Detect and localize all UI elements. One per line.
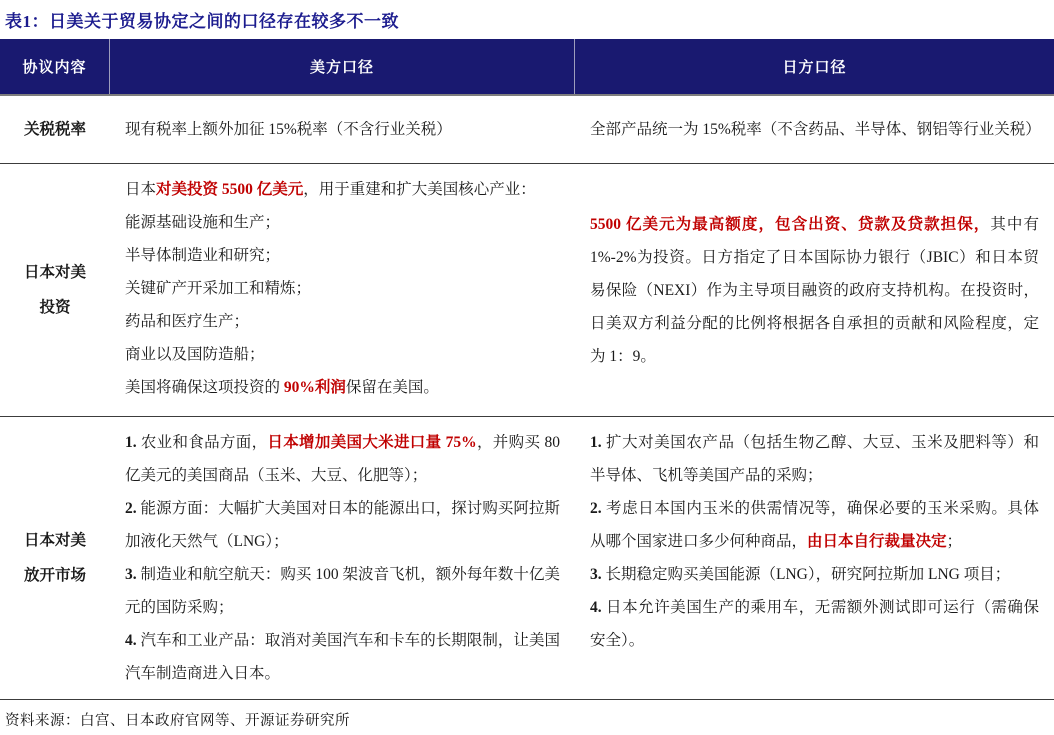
emphasis-text: 日本增加美国大米进口量 75% (267, 434, 477, 451)
cell-market-us-caliber (110, 417, 575, 699)
body-text: 能源方面：大幅扩大美国对日本的能源出口，探讨购买阿拉斯加液化天然气（LNG）； (125, 500, 560, 550)
body-text: ，并购买 80 亿美元的美国商品（玉米、大豆、化肥等）； (125, 434, 560, 484)
row-label-line: 放开市场 (23, 567, 86, 584)
table-title: 表1：日美关于贸易协定之间的口径存在较多不一致 (5, 12, 399, 31)
table-row-tariff-rate (0, 96, 1054, 164)
body-text: 汽车和工业产品：取消对美国汽车和卡车的长期限制，让美国汽车制造商进入日本。 (125, 632, 560, 682)
body-text: ，用于重建和扩大美国核心产业： (303, 181, 536, 198)
body-text: 半导体制造业和研究； (125, 247, 281, 264)
body-text: 考虑日本国内玉米的供需情况等，确保必要的玉米采购。具体从哪个国家进口多少何种商品， (590, 500, 1039, 550)
body-text: 日本允许美国生产的乘用车，无需额外测试即可运行（需确保安全）。 (590, 599, 1039, 649)
row-label-japan-investment (0, 164, 110, 416)
table-header-row (0, 39, 1054, 96)
emphasis-text: 3. (125, 566, 137, 583)
body-text: 全部产品统一为 15%税率（不含药品、半导体、钢铝等行业关税） (590, 121, 1041, 138)
row-label-line: 关税税率 (23, 121, 86, 138)
cell-tariff-japan-caliber (575, 96, 1054, 163)
emphasis-text: 对美投资 5500 亿美元 (156, 181, 304, 198)
body-text: 美国将确保这项投资的 (125, 379, 284, 396)
body-text: 扩大对美国农产品（包括生物乙醇、大豆、玉米及肥料等）和半导体、飞机等美国产品的采购； (590, 434, 1039, 484)
row-label-japan-market-opening (0, 417, 110, 699)
body-text: 商业以及国防造船； (125, 346, 265, 363)
paragraph (125, 426, 560, 492)
body-text: 关键矿产开采加工和精炼； (125, 280, 312, 297)
paragraph (590, 426, 1039, 492)
row-label-line: 投资 (39, 299, 71, 316)
paragraph (590, 208, 1039, 373)
header-agreement-content: 协议内容 (0, 39, 110, 94)
body-text: 能源基础设施和生产； (125, 214, 281, 231)
paragraph (125, 492, 560, 558)
emphasis-text: 3. (590, 566, 602, 583)
body-text: 农业和食品方面， (136, 434, 268, 451)
header-us-caliber: 美方口径 (110, 39, 575, 94)
emphasis-text: 5500 亿美元为最高额度，包含出资、贷款及贷款担保， (590, 215, 991, 233)
paragraph (125, 239, 560, 272)
source-note: 资料来源：白宫、日本政府官网等、开源证券研究所 (5, 713, 350, 729)
table-row-japan-market-opening (0, 417, 1054, 700)
paragraph (125, 338, 560, 371)
emphasis-text: 由日本自行裁量决定 (807, 533, 947, 550)
row-label-tariff-rate (0, 96, 110, 163)
paragraph (125, 206, 560, 239)
paragraph (590, 591, 1039, 657)
comparison-table (0, 39, 1054, 700)
body-text: 保留在美国。 (345, 379, 439, 396)
row-label-line: 日本对美 (23, 532, 86, 549)
emphasis-text: 4. (590, 599, 602, 616)
paragraph (125, 272, 560, 305)
paragraph (125, 113, 560, 146)
cell-tariff-us-caliber (110, 96, 575, 163)
emphasis-text: 1. (590, 434, 602, 451)
cell-market-japan-caliber (575, 417, 1054, 699)
body-text: 长期稳定购买美国能源（LNG），研究阿拉斯加 LNG 项目； (601, 566, 1011, 583)
header-japan-caliber: 日方口径 (782, 60, 847, 76)
paragraph (125, 173, 560, 206)
emphasis-text: 90%利润 (283, 379, 346, 396)
table-row-japan-investment (0, 164, 1054, 417)
body-text: 日本 (125, 181, 157, 198)
paragraph (125, 624, 560, 690)
emphasis-text: 2. (590, 500, 602, 517)
body-text: 其中有 1%-2%为投资。日方指定了日本国际协力银行（JBIC）和日本贸易保险（NEXI）作为主导项目融资的政府支持机构。在投资时，日美双方利益分配的比例将根据各自承担的贡献和风险程度，定为 1：9。 (590, 215, 1039, 365)
emphasis-text: 2. (125, 500, 137, 517)
paragraph (590, 492, 1039, 558)
emphasis-text: 4. (125, 632, 137, 649)
cell-investment-us-caliber (110, 164, 575, 416)
body-text: 药品和医疗生产； (125, 313, 250, 330)
paragraph (125, 305, 560, 338)
row-label-line: 日本对美 (23, 264, 86, 281)
cell-investment-japan-caliber (575, 164, 1054, 416)
paragraph (125, 558, 560, 624)
body-text: ； (946, 533, 963, 550)
paragraph (125, 371, 560, 404)
paragraph (590, 113, 1039, 146)
body-text: 现有税率上额外加征 15%税率（不含行业关税） (125, 121, 452, 138)
paragraph (590, 558, 1039, 591)
body-text: 制造业和航空航天：购买 100 架波音飞机，额外每年数十亿美元的国防采购； (125, 566, 560, 616)
emphasis-text: 1. (125, 434, 137, 451)
